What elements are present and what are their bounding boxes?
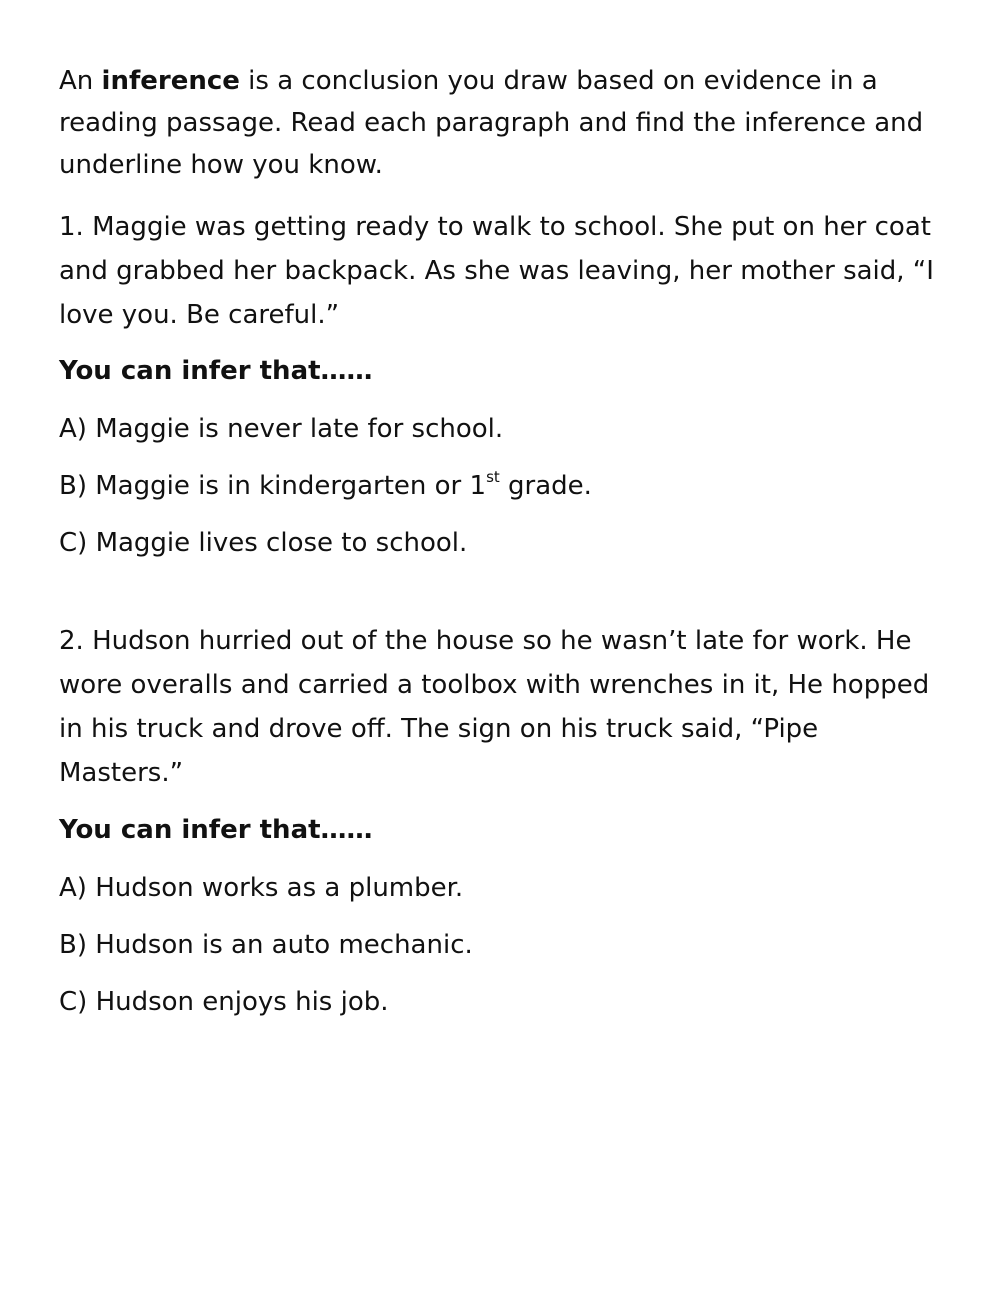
question-2-paragraph: 2. Hudson hurried out of the house so he wasn’t late for work. He wore overalls and carried a toolbox with wrenches in it, He hopped in his truck and drove off. The sign on his truck said, “Pipe Masters.” [59, 626, 930, 788]
intro-text [59, 60, 939, 186]
question-1-paragraph: 1. Maggie was getting ready to walk to school. She put on her coat and grabbed her backpack. As she was leaving, her mother said, “I love you. Be careful.” [59, 212, 934, 330]
question-1-prompt: You can infer that…… [59, 356, 373, 386]
question-2-option-c: C) Hudson enjoys his job. [59, 987, 389, 1017]
intro-keyword: inference [101, 66, 240, 96]
intro-prefix: An [59, 66, 102, 96]
option-b-superscript: st [486, 468, 500, 487]
question-2-option-b: B) Hudson is an auto mechanic. [59, 930, 473, 960]
question-1-option-b [59, 469, 592, 503]
question-2-option-a: A) Hudson works as a plumber. [59, 873, 464, 903]
question-2-prompt: You can infer that…… [59, 815, 373, 845]
intro-suffix: is a conclusion you draw based on evidence in a reading passage. Read each paragraph and find the inference and underline how you know. [59, 66, 924, 180]
option-b-text-after: grade. [499, 471, 592, 501]
question-1-option-a: A) Maggie is never late for school. [59, 414, 504, 444]
option-b-text-before: B) Maggie is in kindergarten or 1 [59, 471, 487, 501]
question-1-option-c: C) Maggie lives close to school. [59, 528, 468, 558]
